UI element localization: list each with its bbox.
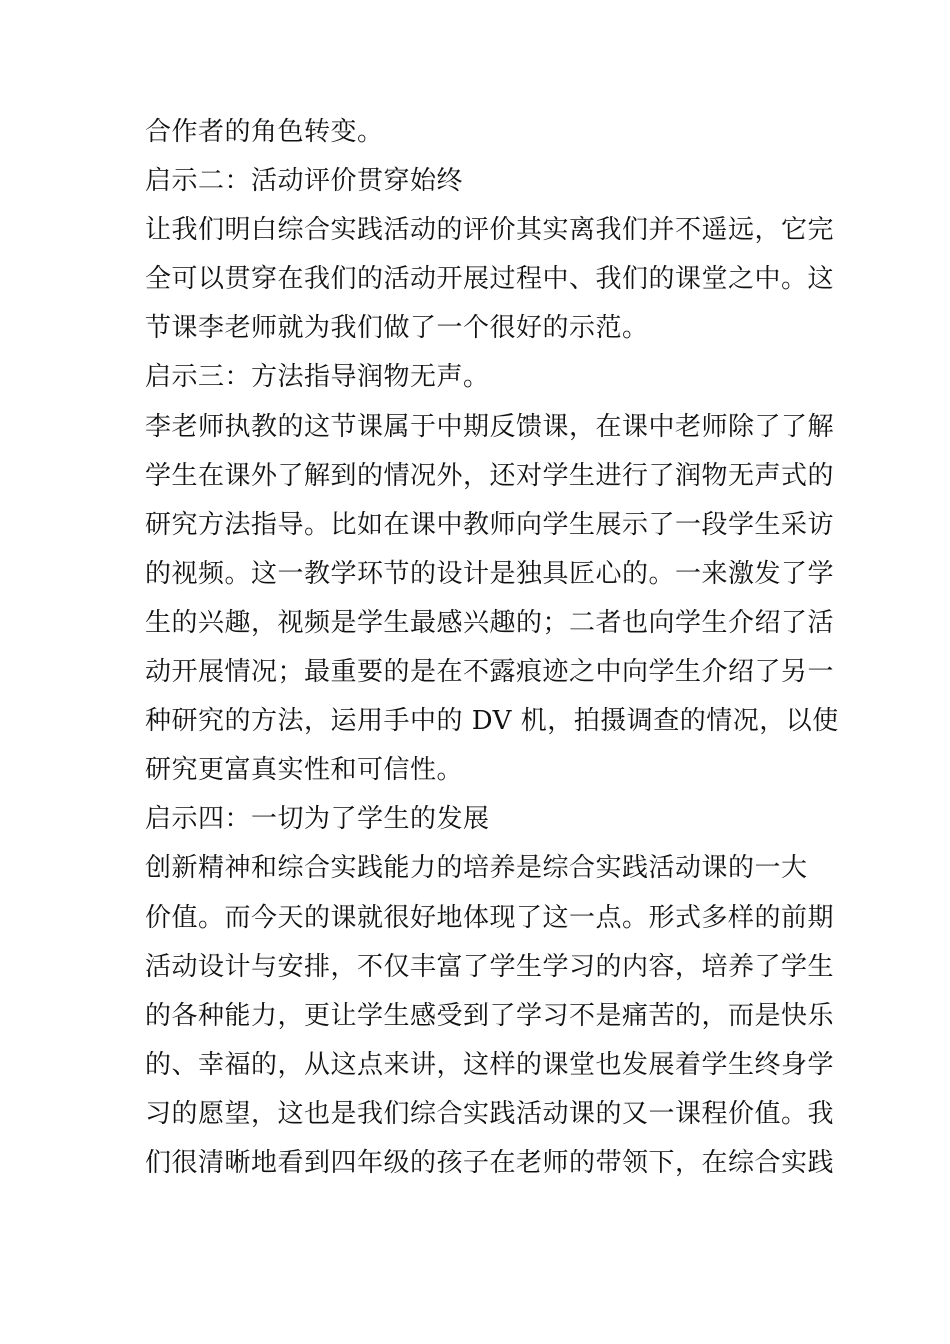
document-body	[145, 108, 845, 1188]
section-heading: 启示四：一切为了学生的发展	[145, 804, 490, 835]
text-line: 研究方法指导。比如在课中教师向学生展示了一段学生采访	[145, 509, 835, 540]
text-line: 李老师执教的这节课属于中期反馈课，在课中老师除了了解	[145, 411, 835, 442]
text-line: 生的兴趣，视频是学生最感兴趣的；二者也向学生介绍了活	[145, 607, 835, 638]
text-line: 学生在课外了解到的情况外，还对学生进行了润物无声式的	[145, 460, 835, 491]
text-line: 的各种能力，更让学生感受到了学习不是痛苦的，而是快乐	[145, 1000, 835, 1031]
text-line: 让我们明白综合实践活动的评价其实离我们并不遥远，它完	[145, 215, 835, 246]
text-line: 动开展情况；最重要的是在不露痕迹之中向学生介绍了另一	[145, 657, 835, 688]
text-line: 们很清晰地看到四年级的孩子在老师的带领下，在综合实践	[145, 1147, 835, 1178]
text-line: 节课李老师就为我们做了一个很好的示范。	[145, 313, 649, 344]
section-heading: 启示三：方法指导润物无声。	[145, 362, 490, 393]
section-heading: 启示二：活动评价贯穿始终	[145, 166, 464, 197]
text-line: 种研究的方法，运用手中的 DV 机，拍摄调查的情况，以使	[145, 706, 839, 737]
text-line: 习的愿望，这也是我们综合实践活动课的又一课程价值。我	[145, 1098, 835, 1129]
text-line: 合作者的角色转变。	[145, 117, 384, 147]
text-line: 全可以贯穿在我们的活动开展过程中、我们的课堂之中。这	[145, 264, 835, 295]
text-line: 研究更富真实性和可信性。	[145, 755, 464, 786]
text-line: 活动设计与安排，不仅丰富了学生学习的内容，培养了学生	[145, 951, 835, 982]
text-line: 的视频。这一教学环节的设计是独具匠心的。一来激发了学	[145, 558, 835, 589]
text-line: 创新精神和综合实践能力的培养是综合实践活动课的一大	[145, 853, 808, 884]
text-line: 价值。而今天的课就很好地体现了这一点。形式多样的前期	[145, 902, 835, 933]
text-line: 的、幸福的，从这点来讲，这样的课堂也发展着学生终身学	[145, 1049, 835, 1080]
